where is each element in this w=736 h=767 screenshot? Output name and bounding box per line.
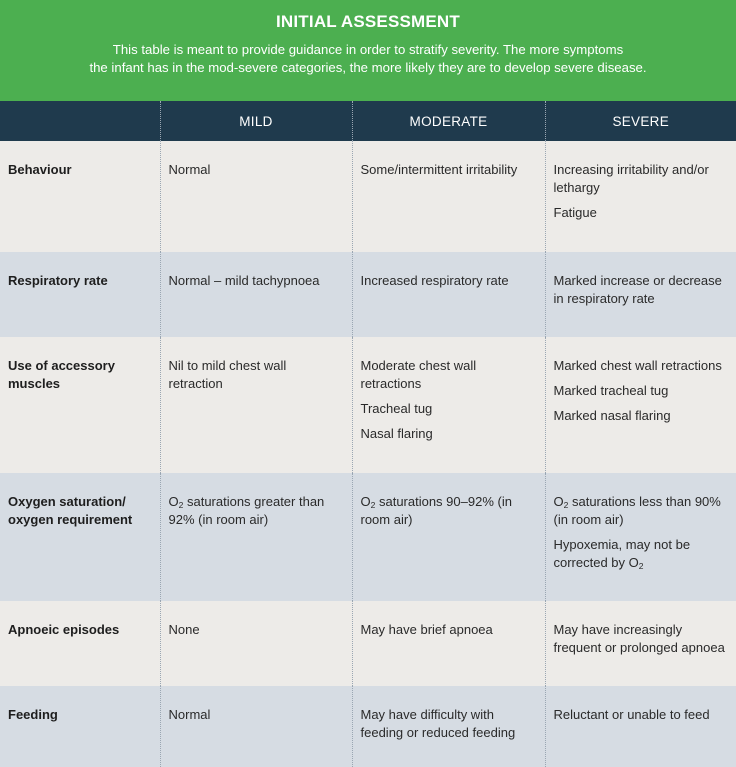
table-row-accessory-muscles — [0, 337, 736, 473]
assessment-banner — [0, 0, 736, 101]
cell-severe-line: Marked nasal flaring — [553, 408, 671, 423]
cell-mild — [160, 473, 352, 601]
row-label: Use of accessory muscles — [0, 337, 160, 473]
cell-severe — [545, 337, 736, 473]
cell-moderate-text: saturations 90–92% (in room air) — [360, 494, 512, 527]
table-row-apnoeic-episodes — [0, 601, 736, 686]
cell-moderate: Increased respiratory rate — [352, 252, 545, 337]
table-row-behaviour — [0, 141, 736, 252]
o2-symbol: O — [168, 494, 179, 509]
cell-severe: Marked increase or decrease in respiratory rate — [545, 252, 736, 337]
o2-symbol: O — [553, 494, 564, 509]
table-row-oxygen-saturation — [0, 473, 736, 601]
cell-moderate: May have difficulty with feeding or reduced feeding — [352, 686, 545, 767]
row-label: Feeding — [0, 686, 160, 767]
cell-moderate: May have brief apnoea — [352, 601, 545, 686]
cell-severe-line — [554, 536, 729, 572]
cell-severe: May have increasingly frequent or prolonged apnoea — [545, 601, 736, 686]
o2-subscript: 2 — [370, 500, 376, 510]
cell-severe-line: Fatigue — [553, 205, 597, 220]
header-severe: SEVERE — [545, 101, 736, 141]
o2-symbol: O — [360, 494, 371, 509]
cell-mild: None — [160, 601, 352, 686]
cell-severe-line: Marked tracheal tug — [553, 383, 669, 398]
cell-severe — [545, 141, 736, 252]
cell-severe-text: saturations less than 90% (in room air) — [553, 494, 721, 527]
banner-desc-line-2: the infant has in the mod-severe categories, the more likely they are to develop severe disease. — [89, 60, 647, 75]
cell-moderate-line: Nasal flaring — [360, 426, 433, 441]
header-blank — [0, 101, 160, 141]
row-label: Behaviour — [0, 141, 160, 252]
cell-moderate — [352, 337, 545, 473]
cell-mild: Normal – mild tachypnoea — [160, 252, 352, 337]
header-moderate: MODERATE — [352, 101, 545, 141]
cell-severe-text: Hypoxemia, may not be corrected by O — [553, 537, 691, 570]
banner-desc-line-1: This table is meant to provide guidance in order to stratify severity. The more symptoms — [112, 42, 624, 57]
cell-moderate-line: Moderate chest wall retractions — [360, 358, 477, 391]
row-label: Oxygen saturation/ oxygen requirement — [0, 473, 160, 601]
table-header-row — [0, 101, 736, 141]
cell-mild: Nil to mild chest wall retraction — [160, 337, 352, 473]
cell-severe-line: Marked chest wall retractions — [553, 358, 722, 373]
cell-severe — [545, 473, 736, 601]
row-label: Respiratory rate — [0, 252, 160, 337]
banner-description — [73, 41, 663, 77]
assessment-table — [0, 101, 736, 767]
cell-mild-text: saturations greater than 92% (in room air) — [168, 494, 325, 527]
cell-moderate — [352, 473, 545, 601]
o2-subscript: 2 — [178, 500, 184, 510]
cell-severe: Reluctant or unable to feed — [545, 686, 736, 767]
cell-severe-line: Increasing irritability and/or lethargy — [553, 162, 709, 195]
table-row-respiratory-rate — [0, 252, 736, 337]
table-row-feeding — [0, 686, 736, 767]
o2-subscript: 2 — [563, 500, 569, 510]
cell-moderate-line: Tracheal tug — [360, 401, 433, 416]
banner-title: INITIAL ASSESSMENT — [275, 12, 460, 31]
o2-subscript: 2 — [638, 561, 644, 571]
cell-mild: Normal — [160, 141, 352, 252]
cell-severe-line — [554, 493, 729, 529]
row-label: Apnoeic episodes — [0, 601, 160, 686]
cell-mild: Normal — [160, 686, 352, 767]
cell-moderate: Some/intermittent irritability — [352, 141, 545, 252]
header-mild: MILD — [160, 101, 352, 141]
